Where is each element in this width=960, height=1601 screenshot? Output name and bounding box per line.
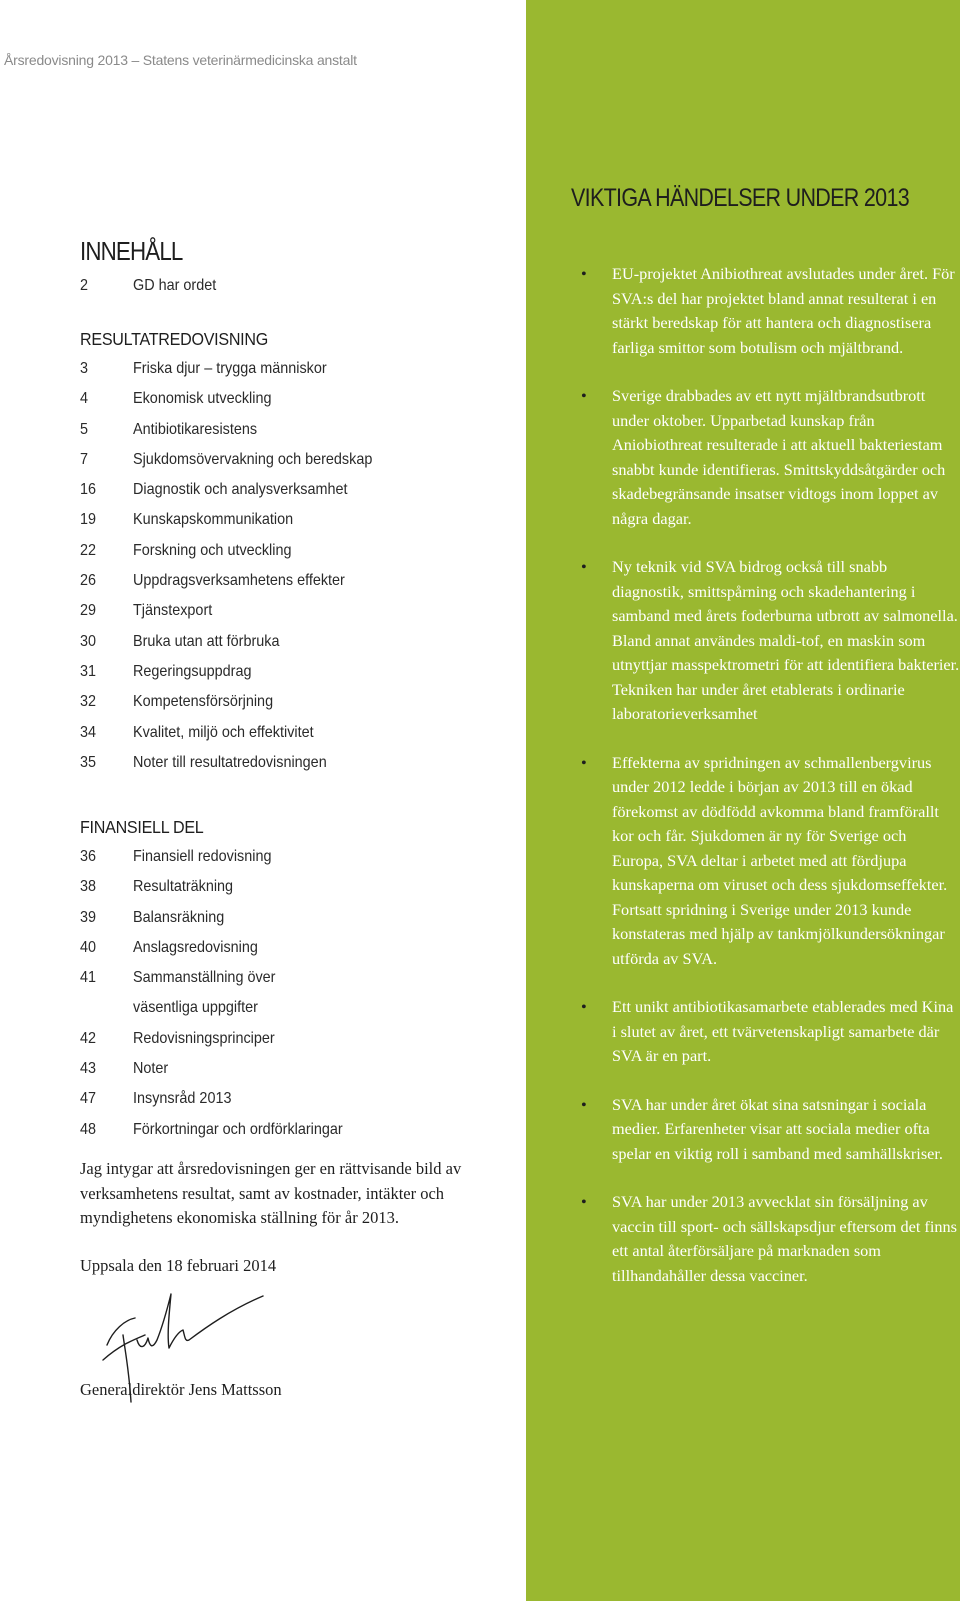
toc-label: Resultaträkning — [133, 878, 234, 896]
toc-label: Sjukdomsövervakning och beredskap — [133, 450, 373, 468]
event-text: Sverige drabbades av ett nytt mjältbrandsutbrott under oktober. Upparbetad kunskap från Aniobiothreat resulterade i att aktuell bakteriestam snabbt kunde identifieras. Smittskyddsåtgärder och skadebegränsande insatser vidtogs inom loppet av några dagar. — [612, 386, 946, 528]
toc-label: Diagnostik och analysverksamhet — [133, 481, 348, 499]
signer-name: Generaldirektör Jens Mattsson — [80, 1380, 282, 1399]
event-item — [571, 1093, 960, 1167]
event-item — [571, 555, 960, 727]
toc-entry — [80, 354, 399, 384]
toc-entry — [80, 1115, 366, 1145]
toc-label: Antibiotikaresistens — [133, 420, 258, 438]
toc-entry — [80, 963, 366, 1024]
toc-page-number: 40 — [80, 938, 97, 956]
event-text: Ny teknik vid SVA bidrog också till snabb diagnostik, smittspårning och skadehantering i samband med årets foderburna utbrott av salmonella. Bland annat användes maldi-tof, en maskin som utnyttjar masspektrometri för att identifiera bakterier. Tekniken har under året etablerats i ordinarie laboratorieverksamhet — [612, 557, 960, 723]
toc-page-number: 2 — [80, 277, 89, 294]
toc-page-number: 3 — [80, 360, 89, 377]
toc-page-number: 47 — [80, 1090, 97, 1108]
toc-label: Friska djur – trygga människor — [133, 360, 327, 377]
bullet: • — [581, 1192, 587, 1211]
toc-entry — [80, 1084, 366, 1114]
toc-label: Redovisningsprinciper — [133, 1029, 275, 1047]
toc-label: GD har ordet — [133, 277, 217, 294]
event-text: Ett unikt antibiotikasamarbete etablerades med Kina i slutet av året, ett tvärvetenskapligt samarbete där SVA är en part. — [612, 997, 954, 1065]
toc-entry — [80, 657, 399, 687]
toc-entry — [80, 445, 399, 475]
toc-entry — [80, 933, 366, 963]
running-header: Årsredovisning 2013 – Statens veterinärmedicinska anstalt — [4, 52, 357, 68]
toc-label: Insynsråd 2013 — [133, 1090, 232, 1108]
toc-label: Anslagsredovisning — [133, 938, 258, 956]
event-item — [571, 1190, 960, 1288]
toc-entry — [80, 505, 399, 535]
toc-intro — [80, 271, 225, 301]
toc-section-resultatredovisning — [80, 324, 399, 778]
bullet: • — [581, 752, 587, 772]
toc-entry — [80, 415, 399, 445]
attestation-statement: Jag intygar att årsredovisningen ger en rättvisande bild av verksamhetens resultat, samt av kostnader, intäkter och myndighetens ekonomiska ställning för år 2013. — [80, 1159, 462, 1227]
toc-page-number: 34 — [80, 723, 97, 741]
toc-label: Kvalitet, miljö och effektivitet — [133, 723, 314, 741]
toc-entry — [80, 903, 366, 933]
toc-page-number: 35 — [80, 753, 97, 771]
toc-page-number: 5 — [80, 420, 89, 438]
toc-label: Ekonomisk utveckling — [133, 390, 272, 408]
bullet: • — [581, 264, 587, 283]
bullet: • — [581, 997, 587, 1016]
toc-page-number: 19 — [80, 511, 97, 529]
toc-entry — [80, 271, 225, 301]
bullet: • — [581, 1094, 587, 1114]
toc-entry — [80, 687, 399, 717]
events-title: VIKTIGA HÄNDELSER UNDER 2013 — [571, 184, 910, 212]
toc-page-number: 16 — [80, 481, 97, 499]
event-item — [571, 995, 960, 1069]
toc-label: Sammanställning över väsentliga uppgifter — [133, 969, 276, 1017]
toc-entry — [80, 627, 399, 657]
toc-label: Forskning och utveckling — [133, 541, 292, 559]
toc-page-number: 4 — [80, 390, 89, 408]
toc-entry — [80, 872, 366, 902]
toc-page-number: 48 — [80, 1120, 97, 1138]
toc-label: Balansräkning — [133, 908, 225, 926]
toc-label: Förkortningar och ordförklaringar — [133, 1120, 343, 1138]
event-text: SVA har under 2013 avvecklat sin försäljning av vaccin till sport- och sällskapsdjur eftersom det finns ett antal återförsäljare på marknaden som tillhandahåller dessa vacciner. — [612, 1192, 957, 1285]
toc-page-number: 39 — [80, 908, 97, 926]
toc-entry — [80, 384, 399, 414]
bullet: • — [581, 557, 587, 576]
toc-page-number: 22 — [80, 541, 97, 559]
toc-label: Noter till resultatredovisningen — [133, 753, 327, 771]
event-item — [571, 262, 960, 360]
toc-page-number: 7 — [80, 450, 89, 468]
toc-title: INNEHÅLL — [80, 236, 183, 266]
toc-page-number: 31 — [80, 662, 97, 680]
toc-page-number: 36 — [80, 848, 97, 865]
event-text: SVA har under året ökat sina satsningar i sociala medier. Erfarenheter visar att sociala medier ofta spelar en viktig roll i samband med samhällskriser. — [612, 1094, 943, 1163]
toc-page-number: 42 — [80, 1029, 97, 1047]
toc-label: Kompetensförsörjning — [133, 693, 274, 711]
bullet: • — [581, 386, 587, 405]
place-and-date: Uppsala den 18 februari 2014 — [80, 1256, 277, 1275]
toc-label: Uppdragsverksamhetens effekter — [133, 572, 345, 590]
toc-page-number: 29 — [80, 602, 97, 620]
toc-page-number: 38 — [80, 878, 97, 896]
toc-entry — [80, 1054, 366, 1084]
event-item — [571, 384, 960, 531]
section-heading: FINANSIELL DEL — [80, 817, 204, 837]
toc-entry — [80, 748, 399, 778]
toc-entry — [80, 842, 366, 872]
toc-label: Tjänstexport — [133, 602, 213, 620]
toc-page-number: 30 — [80, 632, 97, 650]
toc-page-number: 41 — [80, 969, 97, 987]
section-heading: RESULTATREDOVISNING — [80, 329, 268, 349]
toc-page-number: 43 — [80, 1060, 97, 1078]
event-item — [571, 751, 960, 972]
toc-entry — [80, 475, 399, 505]
toc-label: Kunskapskommunikation — [133, 511, 294, 529]
toc-entry — [80, 718, 399, 748]
toc-page-number: 32 — [80, 693, 97, 711]
toc-label: Bruka utan att förbruka — [133, 632, 280, 650]
toc-label: Noter — [133, 1060, 169, 1078]
toc-entry — [80, 596, 399, 626]
toc-entry — [80, 1024, 366, 1054]
event-text: EU-projektet Anibiothreat avslutades under året. För SVA:s del har projektet bland annat resulterat i en stärkt beredskap för att hantera och diagnostisera farliga smittor som botulism och mjältbrand. — [612, 264, 955, 357]
event-text: Effekterna av spridningen av schmallenbergvirus under 2012 ledde i början av 2013 till en ökad förekomst av dödfödd avkomma bland framförallt kor och får. Sjukdomen är ny för Sverige och Europa, SVA deltar i arbetet med att fördjupa kunskaperna om viruset och dess sjukdomseffekter. Fortsatt spridning i Sverige under 2013 kunde konstateras med hjälp av tankmjölkundersökningar utförda av SVA. — [612, 752, 948, 968]
toc-entry — [80, 566, 399, 596]
toc-page-number: 26 — [80, 572, 97, 590]
toc-label: Regeringsuppdrag — [133, 662, 252, 680]
toc-entry — [80, 536, 399, 566]
toc-section-finansiell-del — [80, 812, 366, 1145]
toc-label: Finansiell redovisning — [133, 848, 272, 865]
events-list — [571, 262, 960, 1288]
